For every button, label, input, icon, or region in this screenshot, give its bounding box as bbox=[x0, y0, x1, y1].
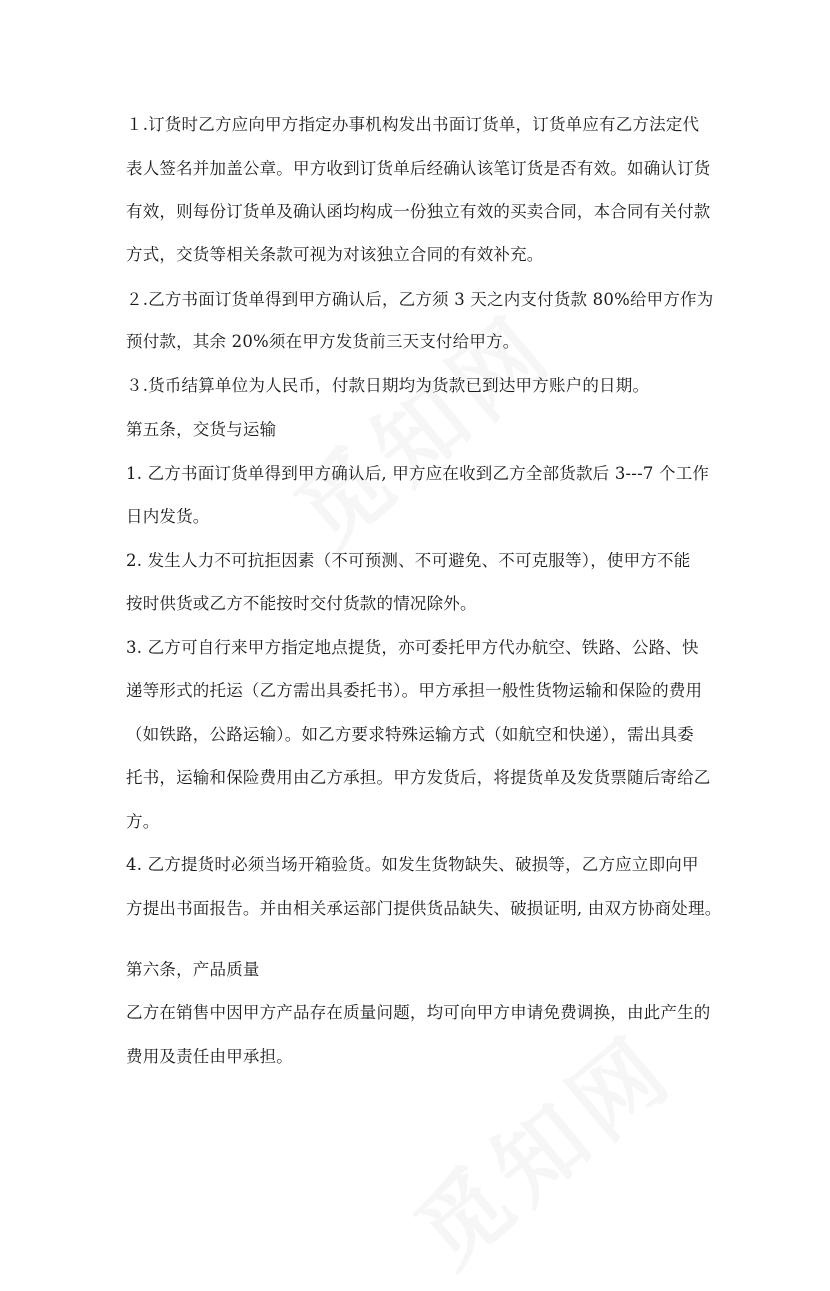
paragraph-line: １.订货时乙方应向甲方指定办事机构发出书面订货单，订货单应有乙方法定代 bbox=[126, 115, 700, 134]
paragraph-line: 托书，运输和保险费用由乙方承担。甲方发货后，将提货单及发货票随后寄给乙 bbox=[126, 768, 711, 787]
paragraph-line: 方。 bbox=[126, 812, 160, 831]
paragraph-line: 4. 乙方提货时必须当场开箱验货。如发生货物缺失、破损等，乙方应立即向甲 bbox=[126, 855, 699, 874]
paragraph-line: （如铁路，公路运输）。如乙方要求特殊运输方式（如航空和快递），需出具委 bbox=[126, 725, 694, 744]
paragraph-line: 方提出书面报告。并由相关承运部门提供货品缺失、破损证明, 由双方协商处理。 bbox=[126, 899, 722, 918]
paragraph-line: 递等形式的托运（乙方需出具委托书）。甲方承担一般性货物运输和保险的费用 bbox=[126, 681, 703, 700]
paragraph-line: 3. 乙方可自行来甲方指定地点提货，亦可委托甲方代办航空、铁路、公路、快 bbox=[126, 638, 699, 657]
paragraph-line: 乙方在销售中因甲方产品存在质量问题，均可向甲方申请免费调换，由此产生的 bbox=[126, 1003, 711, 1022]
paragraph-line: 预付款，其余 20%须在甲方发货前三天支付给甲方。 bbox=[126, 332, 520, 351]
paragraph-line: 方式，交货等相关条款可视为对该独立合同的有效补充。 bbox=[126, 245, 544, 264]
paragraph-line: 2. 发生人力不可抗拒因素（不可预测、不可避免、不可克服等），使甲方不能 bbox=[126, 551, 691, 570]
section-heading: 第六条，产品质量 bbox=[126, 960, 260, 979]
paragraph-line: 有效，则每份订货单及确认函均构成一份独立有效的买卖合同，本合同有关付款 bbox=[126, 202, 711, 221]
paragraph-line: 表人签名并加盖公章。甲方收到订货单后经确认该笔订货是否有效。如确认订货 bbox=[126, 159, 711, 178]
section-heading: 第五条，交货与运输 bbox=[126, 420, 277, 439]
paragraph-line: 费用及责任由甲承担。 bbox=[126, 1047, 293, 1066]
watermark-bottom bbox=[383, 999, 696, 1291]
paragraph-line: ３.货币结算单位为人民币，付款日期均为货款已到达甲方账户的日期。 bbox=[126, 376, 650, 395]
paragraph-line: 1. 乙方书面订货单得到甲方确认后, 甲方应在收到乙方全部货款后 3---7 个工作 bbox=[126, 464, 710, 483]
paragraph-line: ２.乙方书面订货单得到甲方确认后，乙方须 3 天之内支付货款 80%给甲方作为 bbox=[126, 290, 714, 309]
paragraph-line: 日内发货。 bbox=[126, 507, 210, 526]
paragraph-line: 按时供货或乙方不能按时交付货款的情况除外。 bbox=[126, 594, 477, 613]
